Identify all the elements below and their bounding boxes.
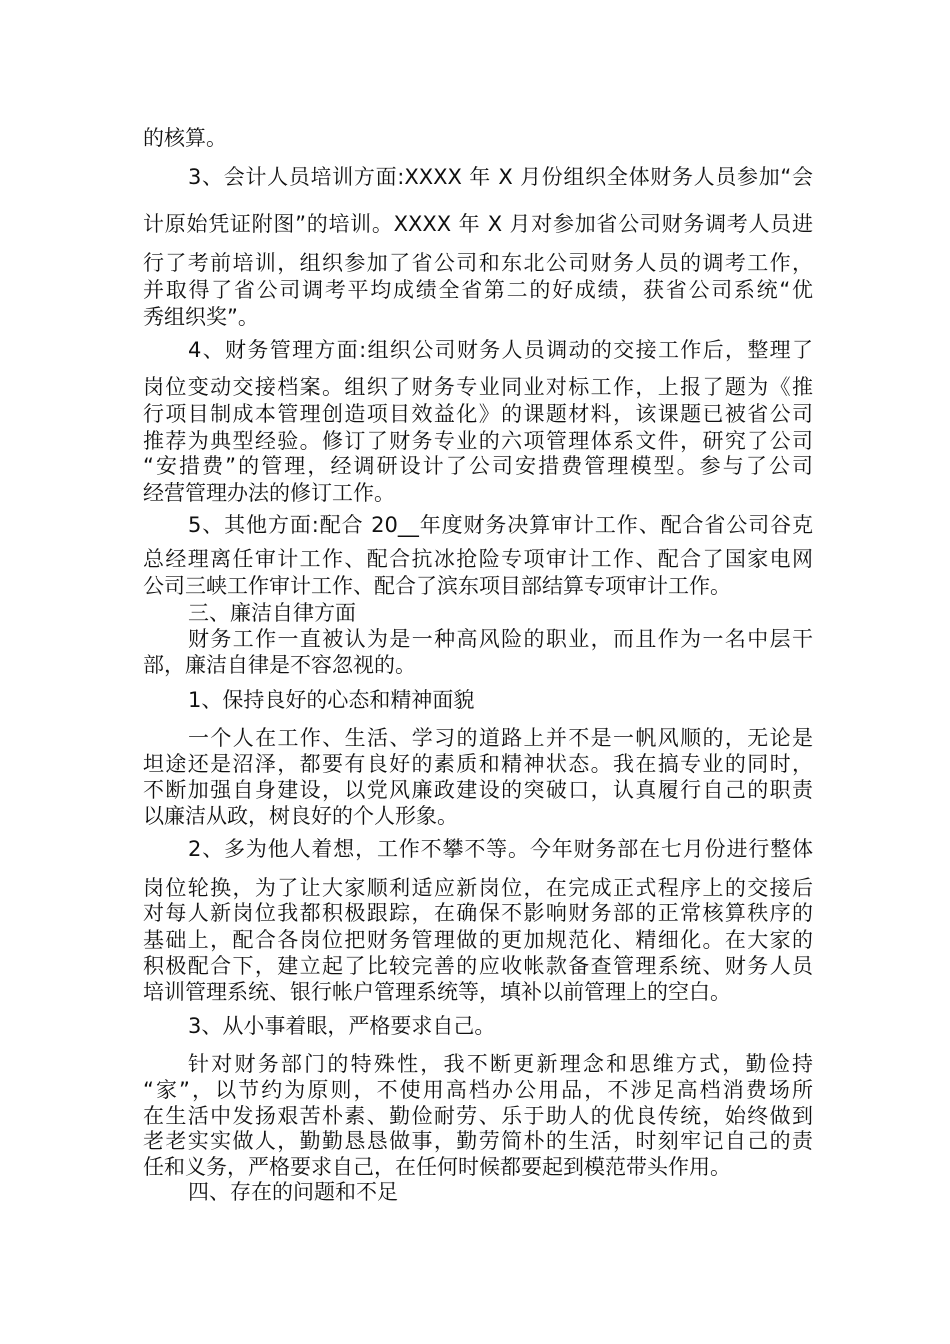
text-line: 积极配合下，建立起了比较完善的应收帐款备查管理系统、财务人员 — [143, 954, 813, 978]
text-line: 财务工作一直被认为是一种高风险的职业，而且作为一名中层干 — [188, 627, 813, 651]
text-line: 计原始凭证附图”的培训。XXXX 年 X 月对参加省公司财务调考人员进 — [143, 212, 813, 236]
text-line: 2、多为他人着想，工作不攀不等。今年财务部在七月份进行整体 — [188, 837, 813, 861]
text-line: 任和义务，严格要求自己，在任何时候都要起到模范带头作用。 — [143, 1155, 731, 1179]
text-line: 部，廉洁自律是不容忽视的。 — [143, 653, 416, 677]
text-line: 公司三峡工作审计工作、配合了滨东项目部结算专项审计工作。 — [143, 574, 731, 598]
text-line: 4、财务管理方面:组织公司财务人员调动的交接工作后，整理了 — [188, 338, 813, 362]
text-line: 经营管理办法的修订工作。 — [143, 481, 395, 505]
text-line: 培训管理系统、银行帐户管理系统等，填补以前管理上的空白。 — [143, 980, 731, 1004]
text-line: 秀组织奖”。 — [143, 305, 259, 329]
text-line: 坦途还是沼泽，都要有良好的素质和精神状态。我在搞专业的同时， — [143, 752, 813, 776]
subheading: 1、保持良好的心态和精神面貌 — [188, 688, 475, 712]
section-heading: 四、存在的问题和不足 — [188, 1180, 398, 1204]
text-line: 基础上，配合各岗位把财务管理做的更加规范化、精细化。在大家的 — [143, 928, 813, 952]
text-line: 3、会计人员培训方面:XXXX 年 X 月份组织全体财务人员参加“会 — [188, 165, 813, 189]
text-line: 的核算。 — [143, 126, 227, 150]
text-line: 并取得了省公司调考平均成绩全省第二的好成绩，获省公司系统“优 — [143, 278, 813, 302]
text-line: 岗位轮换，为了让大家顺利适应新岗位，在完成正式程序上的交接后 — [143, 876, 813, 900]
subheading: 3、从小事着眼，严格要求自己。 — [188, 1014, 496, 1038]
text-line: 岗位变动交接档案。组织了财务专业同业对标工作，上报了题为《推 — [143, 375, 813, 399]
text-line: “安措费”的管理，经调研设计了公司安措费管理模型。参与了公司 — [143, 454, 813, 478]
text-line: 以廉洁从政，树良好的个人形象。 — [143, 804, 458, 828]
text-line: 针对财务部门的特殊性，我不断更新理念和思维方式，勤俭持 — [188, 1052, 813, 1076]
text-line: 在生活中发扬艰苦朴素、勤俭耐劳、乐于助人的优良传统，始终做到 — [143, 1104, 813, 1128]
text-line: 一个人在工作、生活、学习的道路上并不是一帆风顺的，无论是 — [188, 726, 813, 750]
text-line: 行了考前培训，组织参加了省公司和东北公司财务人员的调考工作， — [143, 251, 813, 275]
text-line: 老老实实做人，勤勤恳恳做事，勤劳简朴的生活，时刻牢记自己的责 — [143, 1129, 813, 1153]
text-line: 推荐为典型经验。修订了财务专业的六项管理体系文件，研究了公司 — [143, 429, 813, 453]
text-line: “家”，以节约为原则，不使用高档办公用品，不涉足高档消费场所 — [143, 1078, 813, 1102]
section-heading: 三、廉洁自律方面 — [188, 601, 356, 625]
text-line: 行项目制成本管理创造项目效益化》的课题材料，该课题已被省公司 — [143, 402, 813, 426]
text-line: 对每人新岗位我都积极跟踪，在确保不影响财务部的正常核算秩序的 — [143, 901, 813, 925]
text-line: 总经理离任审计工作、配合抗冰抢险专项审计工作、配合了国家电网 — [143, 547, 813, 571]
text-line: 不断加强自身建设，以党风廉政建设的突破口，认真履行自己的职责 — [143, 778, 813, 802]
text-line: 5、其他方面:配合 20__年度财务决算审计工作、配合省公司谷克 — [188, 513, 813, 537]
